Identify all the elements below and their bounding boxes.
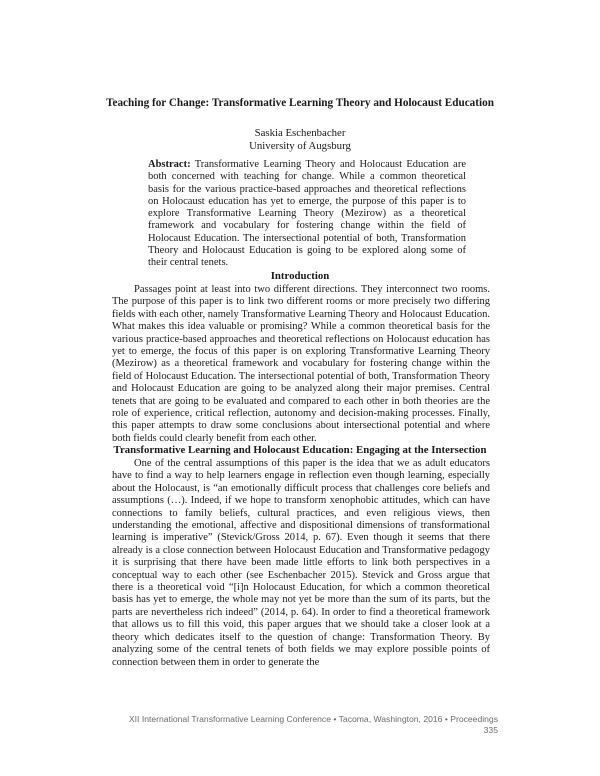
introduction-paragraph: Passages point at least into two different directions. They interconnect two rooms. The purpose of this paper is to link two different rooms or more precisely two differing fields with each other, namely Transformative Learning Theory and Holocaust Education. What makes this idea valuable or promising? While a common theoretical basis for the various practice-based approaches and theoretical reflections on Holocaust education has yet to emerge, the focus of this paper is on exploring Transformative Learning Theory (Mezirow) as a theoretical framework and vocabulary for fostering change within the field of Holocaust Education. The intersectional potential of both, Transformation Theory and Holocaust Education are going to be analyzed along their major premises. Central tenets that are going to be evaluated and compared to each other in both theories are the role of experience, critical reflection, autonomy and decision-making processes. Finally, this paper attempts to draw some conclusions about intersectional potential and where both fields could clearly benefit from each other.: [112, 284, 490, 444]
author-name: Saskia Eschenbacher: [254, 127, 346, 139]
page-footer: [118, 714, 498, 736]
introduction-heading: Introduction: [270, 270, 330, 282]
section-heading: Transformative Learning and Holocaust Education: Engaging at the Intersection: [113, 444, 487, 456]
author-affiliation: University of Augsburg: [249, 139, 351, 152]
abstract-label: Abstract:: [148, 159, 191, 170]
paper-title: Teaching for Change: Transformative Learning Theory and Holocaust Education: [106, 97, 494, 109]
author-block: [0, 127, 600, 152]
footer-conference: XII International Transformative Learning Conference • Tacoma, Washington, 2016 • Proceedings: [128, 714, 498, 724]
abstract: [148, 159, 466, 270]
page-number: 335: [483, 725, 498, 735]
section-paragraph: One of the central assumptions of this paper is the idea that we as adult educators have to find a way to help learners engage in reflection even though learning, especially about the Holocaust, is “an emotionally difficult process that challenges core beliefs and assumptions (…). Indeed, if we hope to transform xenophobic attitudes, which can have connections to family beliefs, cultural practices, and even religious views, then understanding the emotional, affective and dispositional dimensions of transformational learning is imperative” (Stevick/Gross 2014, p. 67). Even though it seems that there already is a close connection between Holocaust Education and Transformative pedagogy it is surprising that there have been made little efforts to link both perspectives in a conceptual way to each other (see Eschenbacher 2015). Stevick and Gross argue that there is a theoretical void “[i]n Holocaust Education, for which a common theoretical basis has yet to emerge, the whole may not yet be more than the sum of its parts, but the parts are nevertheless rich indeed” (2014, p. 64). In order to find a theoretical framework that allows us to fill this void, this paper argues that we should take a closer look at a theory which dedicates itself to the question of change: Transformation Theory. By analyzing some of the central tenets of both fields we may explore possible points of connection between them in order to generate the: [112, 458, 490, 668]
abstract-text: Transformative Learning Theory and Holocaust Education are both concerned with teaching for change. While a common theoretical basis for the various practice-based approaches and theoretical reflections on Holocaust education has yet to emerge, the purpose of this paper is to explore Transformative Learning Theory (Mezirow) as a theoretical framework and vocabulary for fostering change within the field of Holocaust Education. The intersectional potential of both, Transformation Theory and Holocaust Education is going to be explored along some of their central tenets.: [148, 159, 467, 269]
